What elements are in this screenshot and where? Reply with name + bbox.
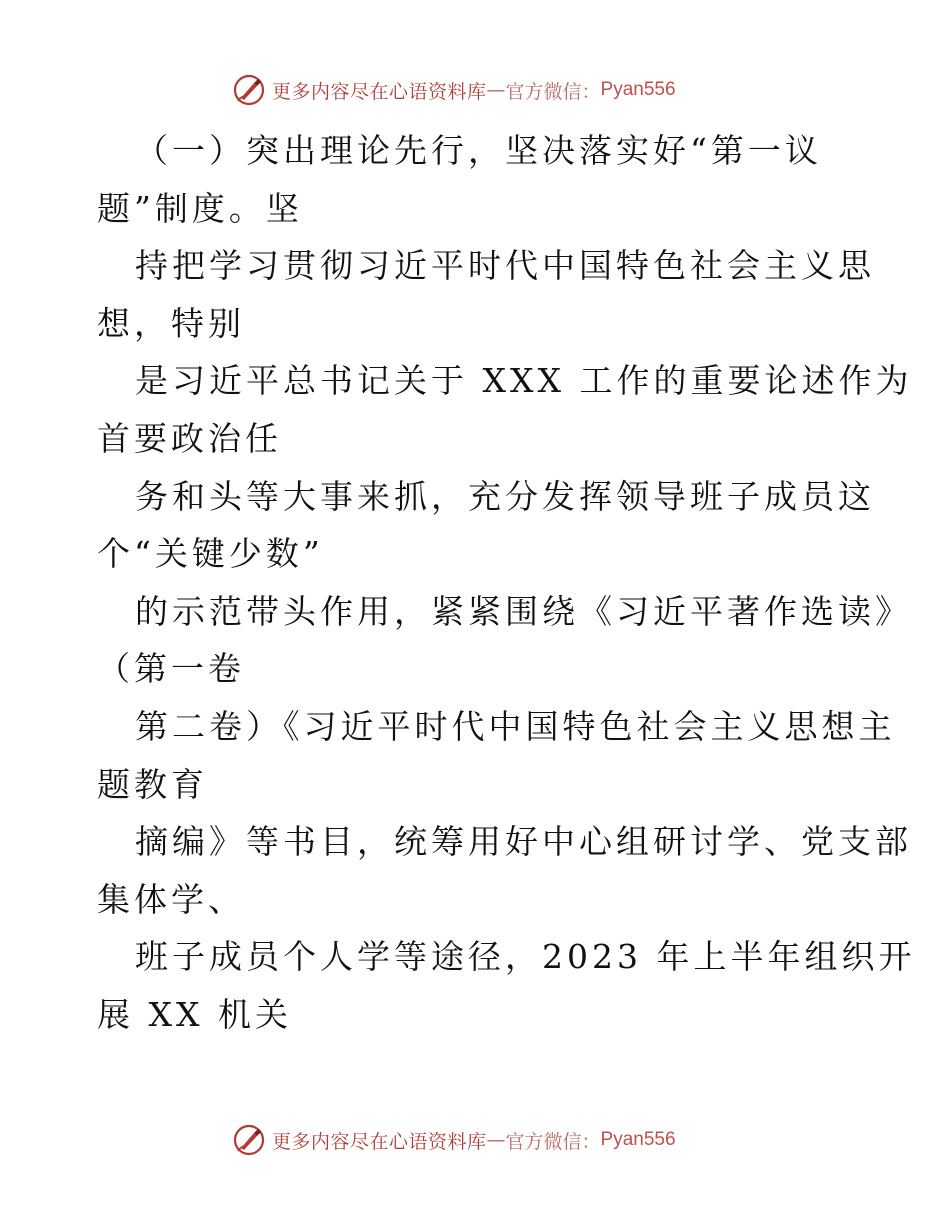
header-watermark [232,72,752,108]
text-line: 是习近平总书记关于 XXX 工作的重要论述作为 [135,361,913,401]
text-line: 题教育 [97,764,208,804]
text-line: 摘编》等书目，统筹用好中心组研讨学、党支部 [135,822,912,862]
watermark-brand-text: 更多内容尽在心语资料库 [272,1130,487,1153]
watermark-brand-text: 更多内容尽在心语资料库 [272,80,487,103]
text-line: 务和头等大事来抓，充分发挥领导班子成员这 [135,476,875,516]
watermark-wechat-label: 官方微信： [505,1130,601,1153]
watermark-wechat-id: Pyan556 [600,1129,676,1150]
text-line: （一）突出理论先行，坚决落实好“第一议 [135,131,822,170]
text-line: 个“关键少数” [97,534,324,574]
text-line: 班子成员个人学等途径，2023 年上半年组织开 [135,937,916,977]
document-body [97,122,916,1044]
text-line: 第二卷）《习近平时代中国特色社会主义思想主 [135,706,896,746]
footer-watermark [232,1122,752,1158]
text-line: 持把学习贯彻习近平时代中国特色社会主义思 [135,246,875,286]
text-line: 集体学、 [97,879,245,919]
watermark-wechat-label: 官方微信： [505,80,601,103]
text-line: 展 XX 机关 [97,994,292,1034]
watermark-separator: — [486,1129,506,1151]
text-line: 想，特别 [97,303,245,343]
watermark-wechat-id: Pyan556 [600,79,676,100]
watermark-separator: — [486,79,506,101]
text-line: （第一卷 [97,649,245,689]
text-line: 的示范带头作用，紧紧围绕《习近平著作选读》 [135,591,912,631]
text-line: 题”制度。坚 [97,188,303,228]
text-line: 首要政治任 [97,418,282,458]
pen-logo-icon [232,1123,266,1157]
pen-logo-icon [232,73,266,107]
